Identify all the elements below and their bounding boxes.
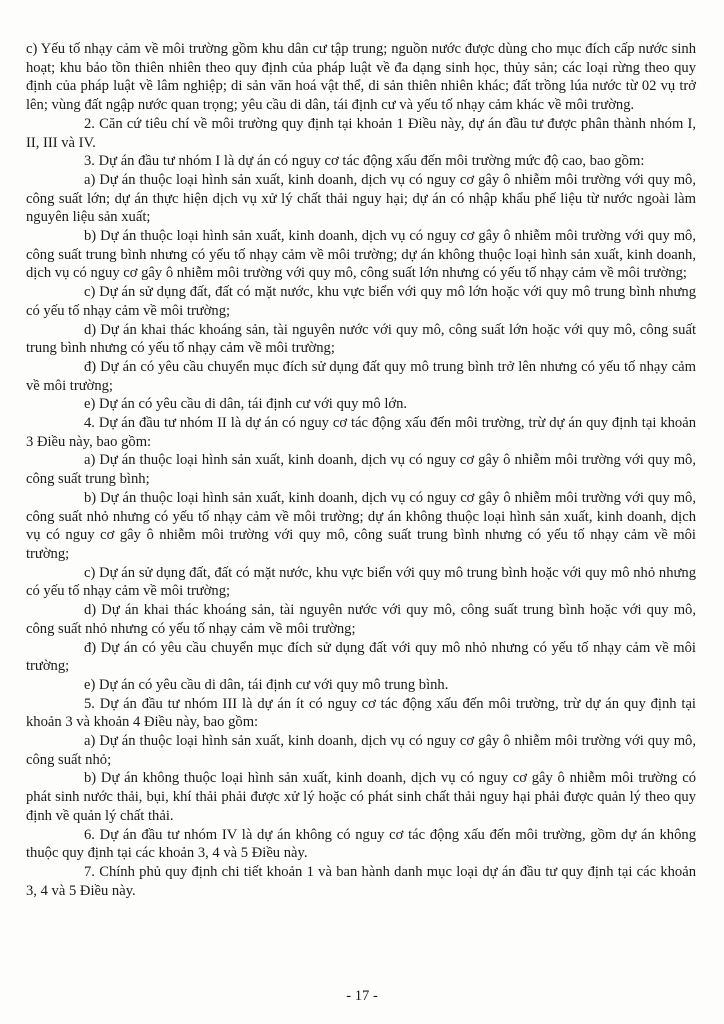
paragraph-4a: a) Dự án thuộc loại hình sản xuất, kinh doanh, dịch vụ có nguy cơ gây ô nhiễm môi trường với quy mô, công suất trung bình; — [26, 452, 696, 488]
paragraph-5b: b) Dự án không thuộc loại hình sản xuất, kinh doanh, dịch vụ có nguy cơ gây ô nhiễm môi trường có phát sinh nước thải, bụi, khí thải phải được xử lý hoặc có phát sinh chất thải nguy hại phải được quản lý theo quy định về quản lý chất thải. — [26, 770, 696, 824]
paragraph-1c-sensitive-factors: c) Yếu tố nhạy cảm về môi trường gồm khu dân cư tập trung; nguồn nước được dùng cho mục đích cấp nước sinh hoạt; khu bảo tồn thiên nhiên theo quy định của pháp luật về đa dạng sinh học, thủy sản; các loại rừng theo quy định của pháp luật về lâm nghiệp; di sản văn hoá vật thể, di sản thiên nhiên khác; đất trồng lúa nước từ 02 vụ trở lên; vùng đất ngập nước quan trọng; yêu cầu di dân, tái định cư và yếu tố nhạy cảm khác về môi trường. — [26, 41, 696, 114]
paragraph-3dd: đ) Dự án có yêu cầu chuyển mục đích sử dụng đất quy mô trung bình trở lên nhưng có yếu tố nhạy cảm về môi trường; — [26, 358, 696, 394]
page-number: - 17 - — [346, 988, 378, 1004]
paragraph-clause-5: 5. Dự án đầu tư nhóm III là dự án ít có nguy cơ tác động xấu đến môi trường, trừ dự án quy định tại khoản 3 và khoản 4 Điều này, bao gồm: — [26, 695, 696, 731]
paragraph-3d: d) Dự án khai thác khoáng sản, tài nguyên nước với quy mô, công suất lớn hoặc với quy mô, công suất trung bình nhưng có yếu tố nhạy cảm về môi trường; — [26, 321, 696, 357]
paragraph-4b: b) Dự án thuộc loại hình sản xuất, kinh doanh, dịch vụ có nguy cơ gây ô nhiễm môi trường với quy mô, công suất nhỏ nhưng có yếu tố nhạy cảm về môi trường; dự án không thuộc loại hình sản xuất, kinh doanh, dịch vụ có nguy cơ gây ô nhiễm môi trường với quy mô, công suất trung bình nhưng có yếu tố nhạy cảm về môi trường; — [26, 489, 696, 562]
paragraph-clause-7: 7. Chính phủ quy định chi tiết khoản 1 và ban hành danh mục loại dự án đầu tư quy định tại các khoản 3, 4 và 5 Điều này. — [26, 863, 696, 899]
paragraph-clause-3: 3. Dự án đầu tư nhóm I là dự án có nguy cơ tác động xấu đến môi trường mức độ cao, bao gồm: — [84, 153, 645, 170]
paragraph-3a: a) Dự án thuộc loại hình sản xuất, kinh doanh, dịch vụ có nguy cơ gây ô nhiễm môi trường với quy mô, công suất lớn; dự án thực hiện dịch vụ xử lý chất thải nguy hại; dự án có nhập khẩu phế liệu từ nước ngoài làm nguyên liệu sản xuất; — [26, 171, 696, 226]
paragraph-4dd: đ) Dự án có yêu cầu chuyển mục đích sử dụng đất với quy mô nhỏ nhưng có yếu tố nhạy cảm về môi trường; — [26, 639, 696, 675]
paragraph-clause-2: 2. Căn cứ tiêu chí về môi trường quy định tại khoản 1 Điều này, dự án đầu tư được phân thành nhóm I, II, III và IV. — [26, 115, 696, 151]
paragraph-clause-6: 6. Dự án đầu tư nhóm IV là dự án không có nguy cơ tác động xấu đến môi trường, gồm dự án không thuộc quy định tại các khoản 3, 4 và 5 Điều này. — [26, 826, 696, 862]
paragraph-4c: c) Dự án sử dụng đất, đất có mặt nước, khu vực biển với quy mô trung bình hoặc với quy mô nhỏ nhưng có yếu tố nhạy cảm về môi trường; — [26, 564, 696, 600]
paragraph-3e: e) Dự án có yêu cầu di dân, tái định cư với quy mô lớn. — [84, 396, 408, 413]
paragraph-4e: e) Dự án có yêu cầu di dân, tái định cư với quy mô trung bình. — [84, 676, 449, 693]
paragraph-3b: b) Dự án thuộc loại hình sản xuất, kinh doanh, dịch vụ có nguy cơ gây ô nhiễm môi trường với quy mô, công suất trung bình nhưng có yếu tố nhạy cảm về môi trường; dự án không thuộc loại hình sản xuất, kinh doanh, dịch vụ có nguy cơ gây ô nhiễm môi trường với quy mô, công suất lớn nhưng có yếu tố nhạy cảm về môi trường; — [26, 228, 696, 282]
paragraph-5a: a) Dự án thuộc loại hình sản xuất, kinh doanh, dịch vụ có nguy cơ gây ô nhiễm môi trường với quy mô, công suất nhỏ; — [26, 733, 696, 768]
paragraph-clause-4: 4. Dự án đầu tư nhóm II là dự án có nguy cơ tác động xấu đến môi trường, trừ dự án quy định tại khoản 3 Điều này, bao gồm: — [26, 415, 696, 450]
paragraph-4d: d) Dự án khai thác khoáng sản, tài nguyên nước với quy mô, công suất trung bình hoặc với quy mô, công suất nhỏ nhưng có yếu tố nhạy cảm về môi trường; — [26, 602, 696, 637]
paragraph-3c: c) Dự án sử dụng đất, đất có mặt nước, khu vực biển với quy mô lớn hoặc với quy mô trung bình nhưng có yếu tố nhạy cảm về môi trường; — [26, 284, 696, 319]
document-body — [26, 40, 696, 900]
